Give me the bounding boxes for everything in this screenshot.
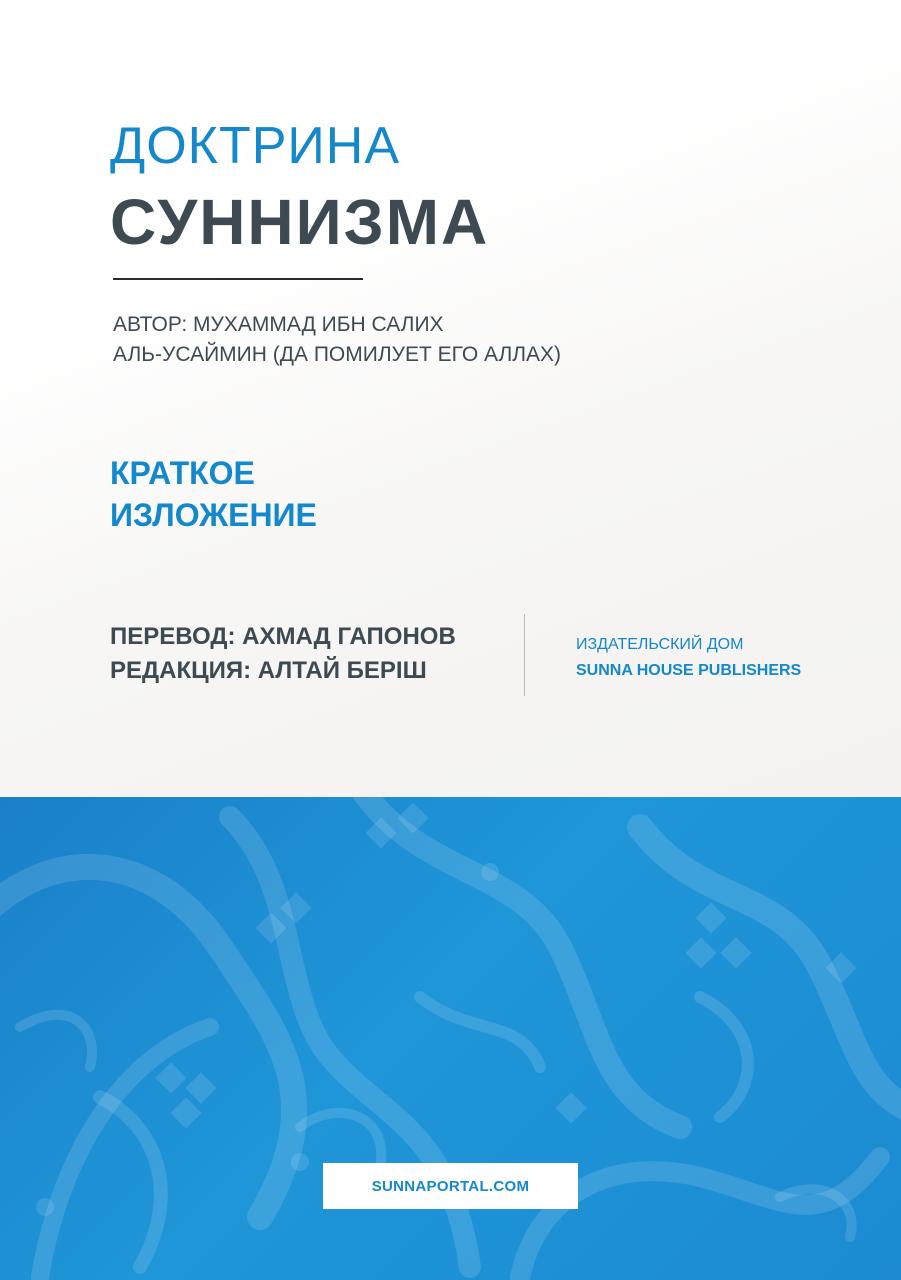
author-line-2: АЛЬ-УСАЙМИН (ДА ПОМИЛУЕТ ЕГО АЛЛАХ) — [113, 343, 562, 366]
website-link[interactable]: SUNNAPORTAL.COM — [323, 1163, 578, 1209]
summary-line-1: КРАТКОЕ — [110, 455, 255, 491]
author-block — [113, 310, 561, 370]
translator-credit: ПЕРЕВОД: АХМАД ГАПОНОВ — [110, 623, 456, 650]
summary-heading — [110, 452, 317, 536]
title-line-1: ДОКТРИНА — [110, 117, 401, 175]
publisher-block — [576, 632, 801, 684]
title-underline — [113, 278, 363, 280]
title-line-2: СУННИЗМА — [110, 186, 490, 258]
publisher-label: ИЗДАТЕЛЬСКИЙ ДОМ — [576, 636, 744, 653]
editor-credit: РЕДАКЦИЯ: АЛТАЙ БЕРІШ — [110, 657, 427, 684]
summary-line-2: ИЗЛОЖЕНИЕ — [110, 497, 317, 533]
credits-block — [110, 620, 456, 688]
publisher-name: SUNNA HOUSE PUBLISHERS — [576, 662, 802, 679]
author-line-1: АВТОР: МУХАММАД ИБН САЛИХ — [113, 313, 444, 336]
vertical-divider — [524, 614, 525, 696]
